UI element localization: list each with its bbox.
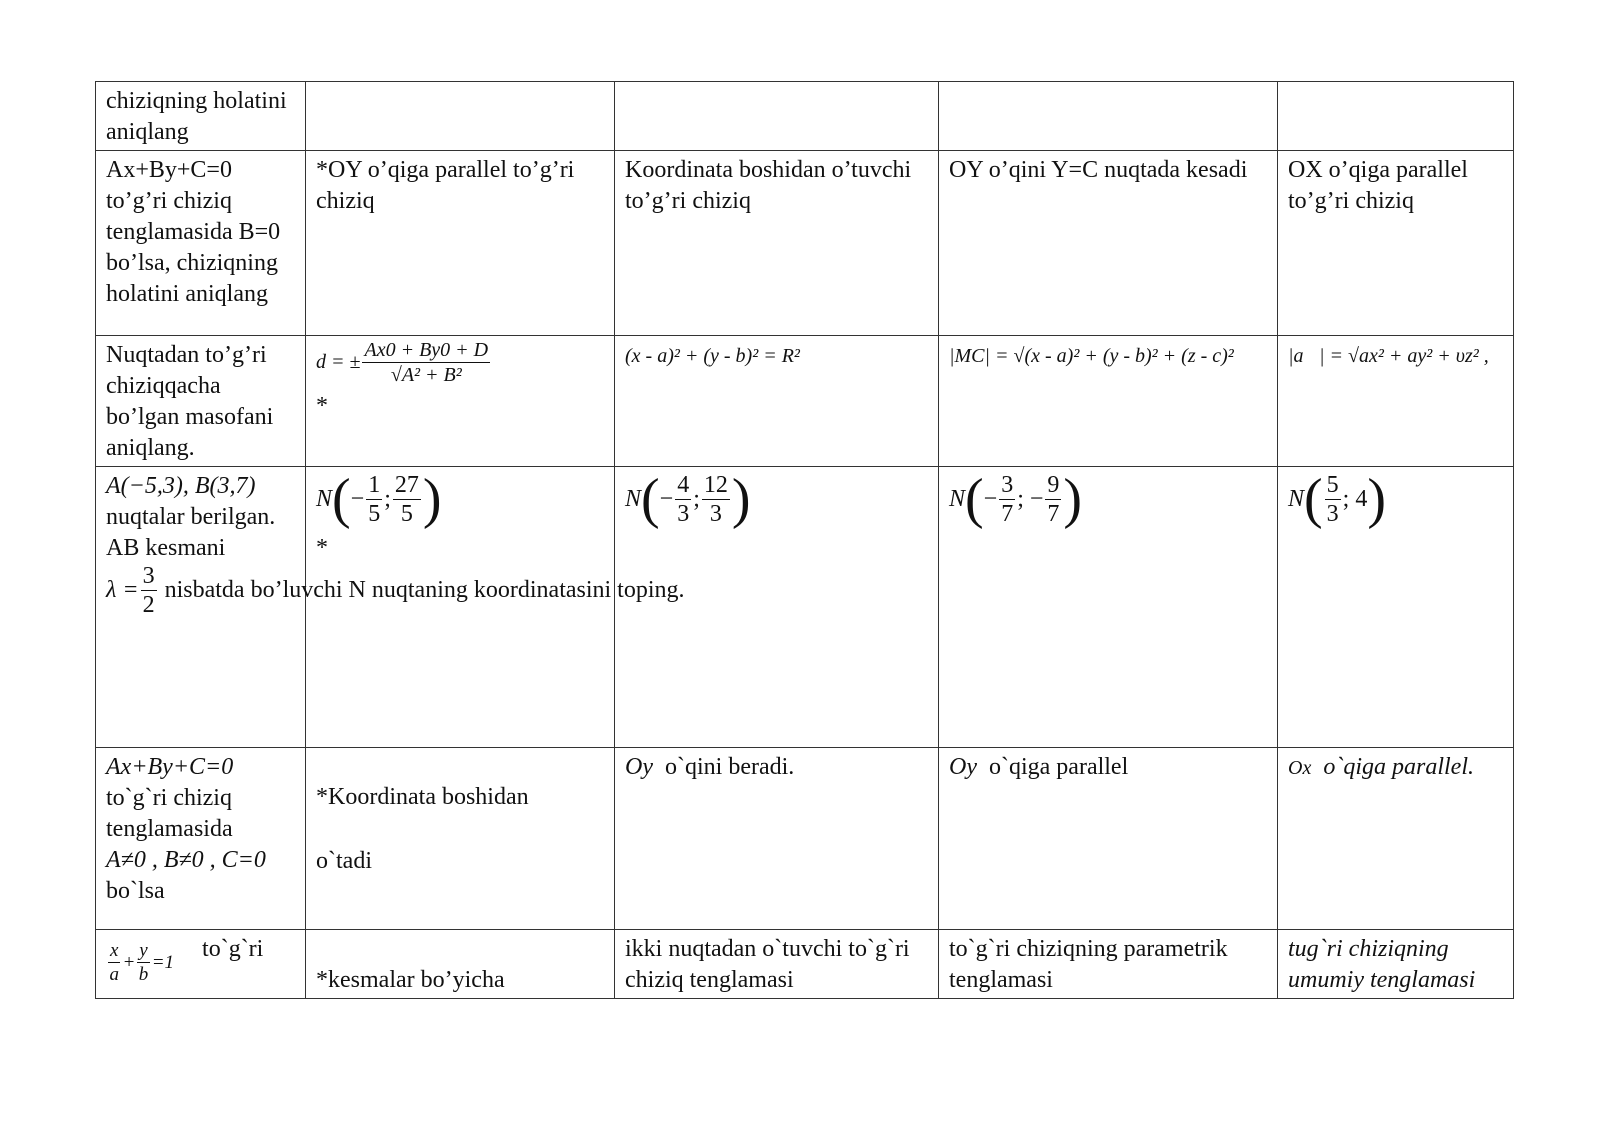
table-row <box>96 748 1514 930</box>
option-text: *OY o’qiga parallel to’g’ri chiziq <box>316 157 575 214</box>
option-cell <box>306 151 615 336</box>
lambda-ratio <box>106 564 685 617</box>
option-cell <box>306 930 615 999</box>
table-row <box>96 930 1514 999</box>
point-answer <box>1288 468 1386 530</box>
fraction <box>108 941 120 984</box>
fraction-numerator: x <box>110 940 119 961</box>
question-text: nuqtalar berilgan. AB kesmani <box>106 504 276 561</box>
option-cell <box>1278 336 1514 467</box>
axis-label: Ox <box>1288 757 1312 779</box>
option-text: *Koordinata boshidan <box>316 784 529 810</box>
option-cell <box>306 748 615 930</box>
left-paren-icon: ( <box>965 468 984 530</box>
option-cell <box>1278 748 1514 930</box>
point-answer <box>625 468 751 530</box>
left-paren-icon: ( <box>1304 468 1323 530</box>
point-answer <box>949 468 1083 530</box>
right-paren-icon: ) <box>731 468 751 530</box>
option-cell <box>615 748 939 930</box>
equals-one: =1 <box>151 952 175 973</box>
separator: ; <box>693 485 700 512</box>
option-text: to`g`ri chiziqning parametrik tenglamasi <box>949 936 1228 993</box>
question-cell <box>96 82 306 151</box>
fraction-numerator: 27 <box>394 471 419 498</box>
point-name: N <box>625 485 642 512</box>
fraction-denominator: 2 <box>142 592 155 618</box>
question-text: nisbatda bo’luvchi N nuqtaning koordinatasini toping. <box>164 577 685 603</box>
line-equation: Ax+By+C=0 <box>106 754 234 780</box>
option-text: OX o’qiga parallel to’g’ri chiziq <box>1288 157 1468 214</box>
sign: − <box>659 485 674 512</box>
question-text: bo`lsa <box>106 878 165 904</box>
option-cell <box>615 336 939 467</box>
point-name: N <box>1288 485 1305 512</box>
lambda-fraction <box>141 564 157 617</box>
question-cell <box>96 336 306 467</box>
question-text: Ax+By+C=0 to’g’ri chiziq tenglamasida B=0 bo’lsa, chiziqning holatini aniqlang <box>106 157 281 307</box>
point-name: N <box>949 485 966 512</box>
option-text: ikki nuqtadan o`tuvchi to`g`ri chiziq tenglamasi <box>625 936 910 993</box>
lambda-label: λ = <box>106 577 139 603</box>
fraction-numerator: Ax0 + By0 + D <box>364 339 489 361</box>
point-answer <box>316 468 442 530</box>
fraction-numerator: 9 <box>1047 471 1060 498</box>
left-paren-icon: ( <box>332 468 351 530</box>
fraction <box>702 473 730 526</box>
option-text: OY o’qini Y=C nuqtada kesadi <box>949 157 1248 183</box>
fraction-denominator: 7 <box>1001 500 1014 527</box>
condition: A≠0 , B≠0 , C=0 <box>106 847 266 873</box>
given-points: A(−5,3), B(3,7) <box>106 473 256 499</box>
fraction <box>137 941 149 984</box>
right-paren-icon: ) <box>422 468 442 530</box>
question-text: chiziqning holatini aniqlang <box>106 88 287 145</box>
circle-formula: (x - a)² + (y - b)² = R² <box>625 345 800 367</box>
option-cell <box>939 336 1278 467</box>
option-text: o`qini beradi. <box>664 754 795 780</box>
intercept-formula <box>106 941 174 984</box>
fraction-denominator: b <box>138 964 149 985</box>
fraction-numerator: y <box>139 940 148 961</box>
option-cell <box>939 467 1278 748</box>
option-cell <box>306 336 615 467</box>
left-paren-icon: ( <box>641 468 660 530</box>
table-row <box>96 467 1514 748</box>
fraction-denominator: 3 <box>1326 500 1339 527</box>
option-text: o`qiga parallel <box>988 754 1129 780</box>
sign: − <box>983 485 998 512</box>
fraction-denominator: 3 <box>709 500 722 527</box>
option-cell <box>1278 82 1514 151</box>
fraction-denominator: 3 <box>677 500 690 527</box>
fraction <box>366 473 382 526</box>
distance-3d-formula: |MC| = √(x - a)² + (y - b)² + (z - c)² <box>949 345 1234 367</box>
fraction <box>1325 473 1341 526</box>
option-text: Koordinata boshidan o’tuvchi to’g’ri chiziq <box>625 157 912 214</box>
axis-label: Oy <box>625 754 653 780</box>
option-cell <box>1278 467 1514 748</box>
correct-mark: * <box>316 393 328 419</box>
question-text: Nuqtadan to’g’ri chiziqqacha bo’lgan masofani aniqlang. <box>106 342 274 461</box>
fraction <box>675 473 691 526</box>
table-row <box>96 151 1514 336</box>
distance-formula <box>316 340 492 385</box>
separator: ; 4 <box>1342 485 1368 512</box>
fraction-numerator: 3 <box>1001 471 1014 498</box>
fraction-denominator: a <box>109 964 119 985</box>
option-cell <box>615 151 939 336</box>
option-cell <box>615 82 939 151</box>
option-cell <box>615 930 939 999</box>
formula-lhs: d = ± <box>316 351 361 373</box>
option-cell <box>1278 151 1514 336</box>
quiz-table <box>95 81 1514 999</box>
option-text: *kesmalar bo’yicha <box>316 967 505 993</box>
option-cell <box>939 82 1278 151</box>
option-cell <box>939 930 1278 999</box>
right-paren-icon: ) <box>1063 468 1083 530</box>
fraction-denominator: 5 <box>400 500 413 527</box>
option-cell <box>306 82 615 151</box>
separator: ; − <box>1017 485 1044 512</box>
question-text: to`g`ri chiziq tenglamasida <box>106 785 233 842</box>
fraction-denominator: 5 <box>368 500 381 527</box>
correct-mark: * <box>316 535 328 561</box>
option-text: o`tadi <box>316 848 372 874</box>
fraction <box>393 473 421 526</box>
sign: − <box>350 485 365 512</box>
fraction-denominator: 7 <box>1047 500 1060 527</box>
separator: ; <box>384 485 391 512</box>
point-name: N <box>316 485 333 512</box>
question-cell <box>96 151 306 336</box>
question-text: to`g`ri <box>202 936 264 962</box>
plus-sign: + <box>122 952 136 973</box>
fraction <box>999 473 1015 526</box>
option-cell <box>939 151 1278 336</box>
table-row <box>96 336 1514 467</box>
axis-label: Oy <box>949 754 977 780</box>
right-paren-icon: ) <box>1367 468 1386 530</box>
question-cell <box>96 930 306 999</box>
fraction-denominator: √A² + B² <box>390 364 462 386</box>
option-text: tug`ri chiziqning umumiy tenglamasi <box>1288 936 1476 993</box>
fraction-numerator: 3 <box>142 563 155 589</box>
fraction <box>1045 473 1061 526</box>
table-row <box>96 82 1514 151</box>
fraction-numerator: 4 <box>677 471 690 498</box>
fraction-numerator: 1 <box>368 471 381 498</box>
option-text: o`qiga parallel. <box>1323 754 1474 780</box>
option-cell <box>1278 930 1514 999</box>
option-cell <box>939 748 1278 930</box>
fraction-numerator: 5 <box>1326 471 1339 498</box>
formula-fraction <box>362 340 490 385</box>
question-cell <box>96 748 306 930</box>
fraction-numerator: 12 <box>703 471 728 498</box>
vector-length-formula: |a⃗| = √ax² + ay² + υz² , <box>1288 345 1489 367</box>
